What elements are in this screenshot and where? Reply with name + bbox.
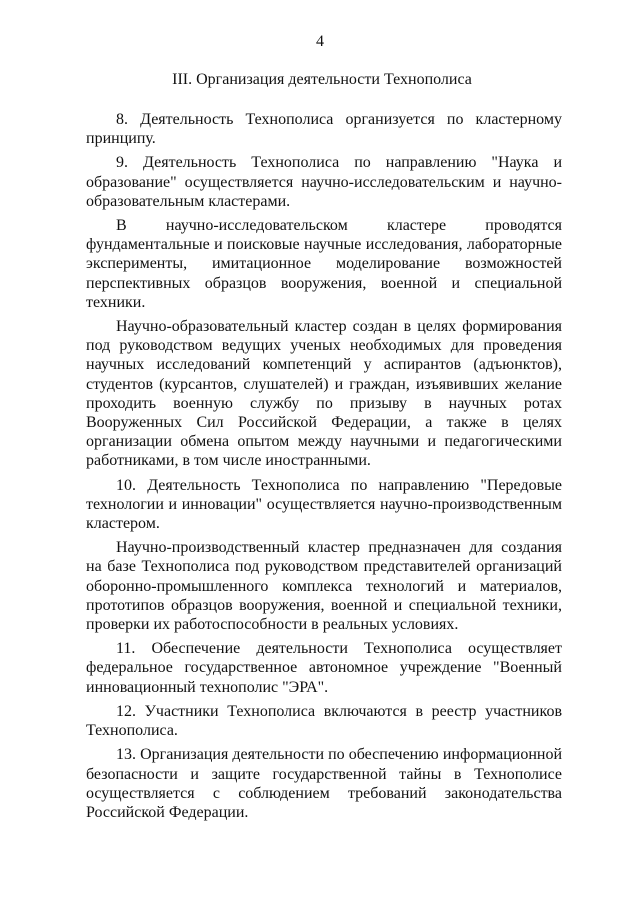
paragraph-8: 8. Деятельность Технополиса организуется по кластерному принципу. <box>86 111 562 148</box>
section-title: III. Организация деятельности Технополиса <box>172 71 472 88</box>
paragraph-research-cluster: В научно-исследовательском кластере проводятся фундаментальные и поисковые научные исследования, лабораторные эксперименты, имитационное моделирование возможностей перспективных образцов вооружения, военной и специальной техники. <box>86 217 562 311</box>
paragraph-13: 13. Организация деятельности по обеспечению информационной безопасности и защите государственной тайны в Технополисе осуществляется с соблюдением требований законодательства Российской Федерации. <box>86 746 562 821</box>
paragraph-production-cluster: Научно-производственный кластер предназначен для создания на базе Технополиса под руководством представителей организаций оборонно-промышленного комплекса технологий и материалов, прототипов образцов вооружения, военной и специальной техники, проверки их работоспособности в реальных условиях. <box>86 539 562 634</box>
paragraph-10: 10. Деятельность Технополиса по направлению "Передовые технологии и инновации" осуществляется научно-производственным кластером. <box>86 476 562 533</box>
paragraph-11: 11. Обеспечение деятельности Технополиса осуществляет федеральное государственное автономное учреждение "Военный инновационный технополис "ЭРА". <box>86 640 562 696</box>
paragraph-education-cluster: Научно-образовательный кластер создан в целях формирования под руководством ведущих ученых необходимых для проведения научных исследований компетенций у аспирантов (адъюнктов), студентов (курсантов, слушателей) и граждан, изъявивших желание проходить военную службу по призыву в научных ротах Вооруженных Сил Российской Федерации, а также в целях организации обмена опытом между научными и педагогическими работниками, в том числе иностранными. <box>86 318 562 470</box>
document-body <box>86 110 562 827</box>
paragraph-12: 12. Участники Технополиса включаются в реестр участников Технополиса. <box>86 702 562 740</box>
paragraph-9: 9. Деятельность Технополиса по направлению "Наука и образование" осуществляется научно-исследовательским и научно-образовательным кластерами. <box>86 154 562 210</box>
page-number: 4 <box>316 33 324 50</box>
